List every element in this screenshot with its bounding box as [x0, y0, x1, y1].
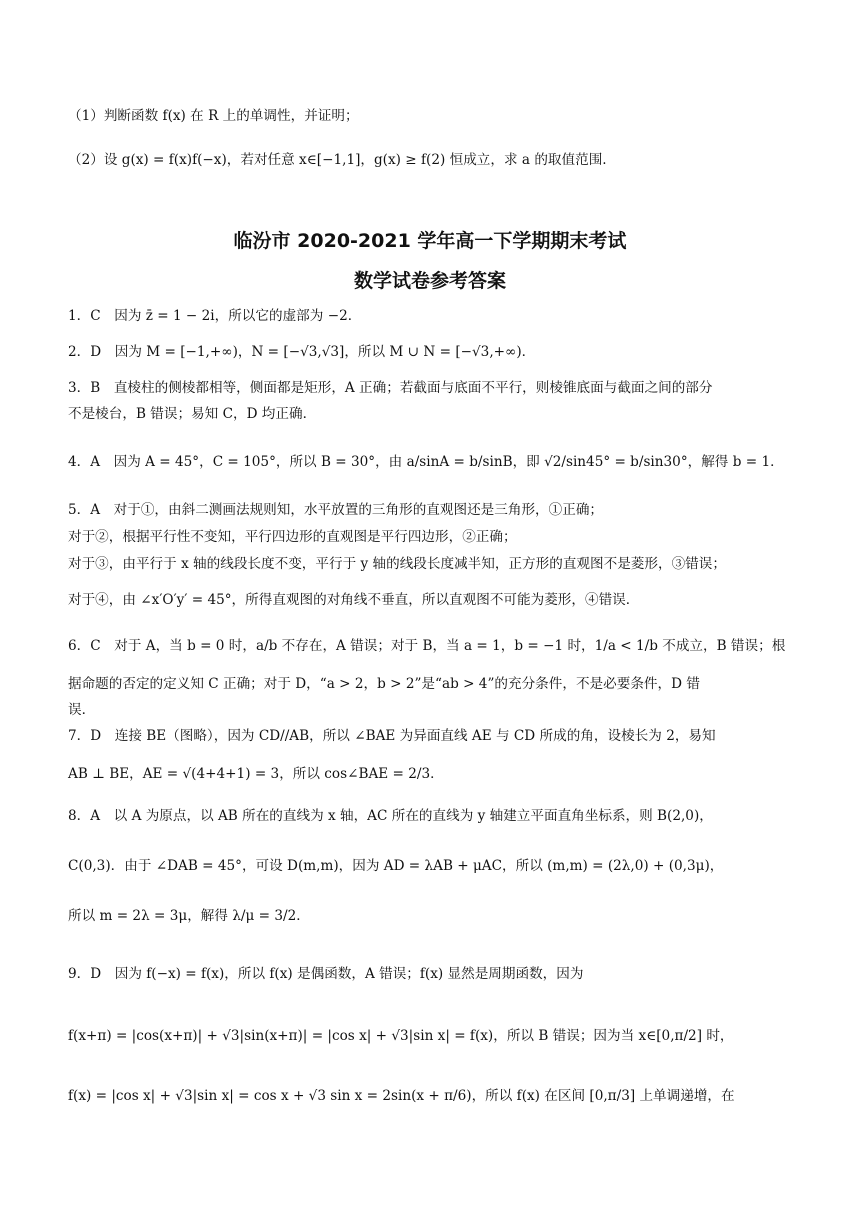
- answer-6-line-2: 据命题的否定的定义知 C 正确；对于 D，“a > 2，b > 2”是“ab > 4”的充分条件，不是必要条件，D 错: [68, 676, 700, 692]
- answer-3-line-1: 3．B 直棱柱的侧棱都相等，侧面都是矩形，A 正确；若截面与底面不平行，则棱锥底面与截面之间的部分: [68, 380, 713, 396]
- answer-7-line-1: 7．D 连接 BE（图略），因为 CD//AB，所以 ∠BAE 为异面直线 AE 与 CD 所成的角，设棱长为 2，易知: [68, 728, 716, 744]
- answer-9-line-1: 9．D 因为 f(−x) = f(x)，所以 f(x) 是偶函数，A 错误；f(x) 显然是周期函数，因为: [68, 966, 584, 982]
- answer-key-subtitle: 数学试卷参考答案: [353, 270, 506, 292]
- answer-3-line-2: 不是棱台，B 错误；易知 C，D 均正确．: [68, 406, 317, 422]
- answer-6-line-3: 误．: [68, 702, 96, 718]
- answer-5-line-2: 对于②，根据平行性不变知，平行四边形的直观图是平行四边形，②正确；: [68, 529, 517, 545]
- answer-6-line-1: 6．C 对于 A，当 b = 0 时，a/b 不存在，A 错误；对于 B，当 a = 1，b = −1 时，1/a < 1/b 不成立，B 错误；根: [68, 638, 786, 654]
- answer-7-line-2: AB ⊥ BE，AE = √(4+4+1) = 3，所以 cos∠BAE = 2/3．: [68, 766, 444, 782]
- answer-5-line-1: 5．A 对于①，由斜二测画法规则知，水平放置的三角形的直观图还是三角形，①正确；: [68, 502, 604, 518]
- answer-4: 4．A 因为 A = 45°，C = 105°，所以 B = 30°，由 a/sinA = b/sinB，即 √2/sin45° = b/sin30°，解得 b = 1．: [68, 454, 784, 470]
- answer-9-line-3: f(x) = |cos x| + √3|sin x| = cos x + √3 sin x = 2sin(x + π/6)，所以 f(x) 在区间 [0,π/3] 上单调递增，在: [68, 1088, 735, 1104]
- answer-8-line-2: C(0,3)．由于 ∠DAB = 45°，可设 D(m,m)，因为 AD = λAB + μAC，所以 (m,m) = (2λ,0) + (0,3μ)，: [68, 858, 724, 874]
- answer-2: 2．D 因为 M = [−1,+∞)，N = [−√3,√3]，所以 M ∪ N = [−√3,+∞)．: [68, 344, 536, 360]
- answer-9-line-2: f(x+π) = |cos(x+π)| + √3|sin(x+π)| = |cos x| + √3|sin x| = f(x)，所以 B 错误；因为当 x∈[0,π/2] 时，: [68, 1028, 734, 1044]
- answer-8-line-3: 所以 m = 2λ = 3μ，解得 λ/μ = 3/2．: [68, 908, 310, 924]
- question-part-2: （2）设 g(x) = f(x)f(−x)，若对任意 x∈[−1,1]，g(x) ≥ f(2) 恒成立，求 a 的取值范围.: [68, 152, 607, 168]
- answer-5-line-3: 对于③，由平行于 x 轴的线段长度不变，平行于 y 轴的线段长度减半知，正方形的直观图不是菱形，③错误；: [68, 556, 726, 572]
- exam-title: 临汾市 2020-2021 学年高一下学期期末考试: [233, 230, 627, 252]
- question-part-1: （1）判断函数 f(x) 在 R 上的单调性，并证明；: [68, 108, 359, 124]
- answer-5-line-4: 对于④，由 ∠x′O′y′ = 45°，所得直观图的对角线不垂直，所以直观图不可能为菱形，④错误．: [68, 592, 640, 608]
- answer-8-line-1: 8．A 以 A 为原点，以 AB 所在的直线为 x 轴，AC 所在的直线为 y 轴建立平面直角坐标系，则 B(2,0)，: [68, 808, 713, 824]
- answer-1: 1．C 因为 z̄ = 1 − 2i，所以它的虚部为 −2．: [68, 308, 362, 324]
